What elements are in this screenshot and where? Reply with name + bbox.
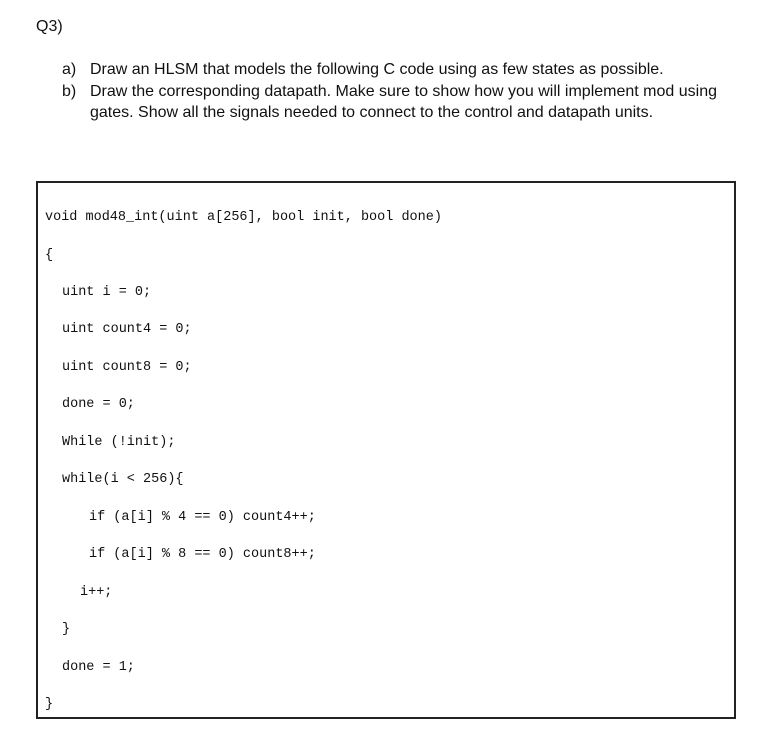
- question-list: [62, 59, 762, 124]
- code-line-if-mod8: if (a[i] % 8 == 0) count8++;: [89, 547, 316, 562]
- code-line-if-mod4: if (a[i] % 4 == 0) count4++;: [89, 510, 316, 525]
- question-item-b: [62, 81, 762, 124]
- code-line-increment-i: i++;: [80, 585, 113, 600]
- question-item-a: [62, 59, 762, 81]
- question-item-marker: a): [62, 61, 77, 78]
- question-title: Q3): [36, 18, 63, 35]
- code-line-while-loop: while(i < 256){: [62, 472, 184, 487]
- code-line-loop-close: }: [62, 622, 71, 637]
- code-box: [36, 181, 736, 719]
- code-line-signature: void mod48_int(uint a[256], bool init, bool done): [45, 210, 442, 225]
- code-line-done-one: done = 1;: [62, 660, 135, 675]
- code-line-init-count8: uint count8 = 0;: [62, 360, 192, 375]
- code-line-init-i: uint i = 0;: [62, 285, 152, 300]
- code-line-close-brace: }: [45, 697, 54, 712]
- code-line-init-count4: uint count4 = 0;: [62, 322, 192, 337]
- code-line-wait-init: While (!init);: [62, 435, 176, 450]
- code-line-done-zero: done = 0;: [62, 397, 135, 412]
- question-item-marker: b): [62, 82, 77, 100]
- question-item-text: Draw an HLSM that models the following C code using as few states as possible.: [90, 61, 664, 78]
- code-line-open-brace: {: [45, 248, 54, 263]
- question-item-text: Draw the corresponding datapath. Make sure to show how you will implement mod using gates. Show all the signals needed to connect to the control and datapath units.: [90, 82, 717, 121]
